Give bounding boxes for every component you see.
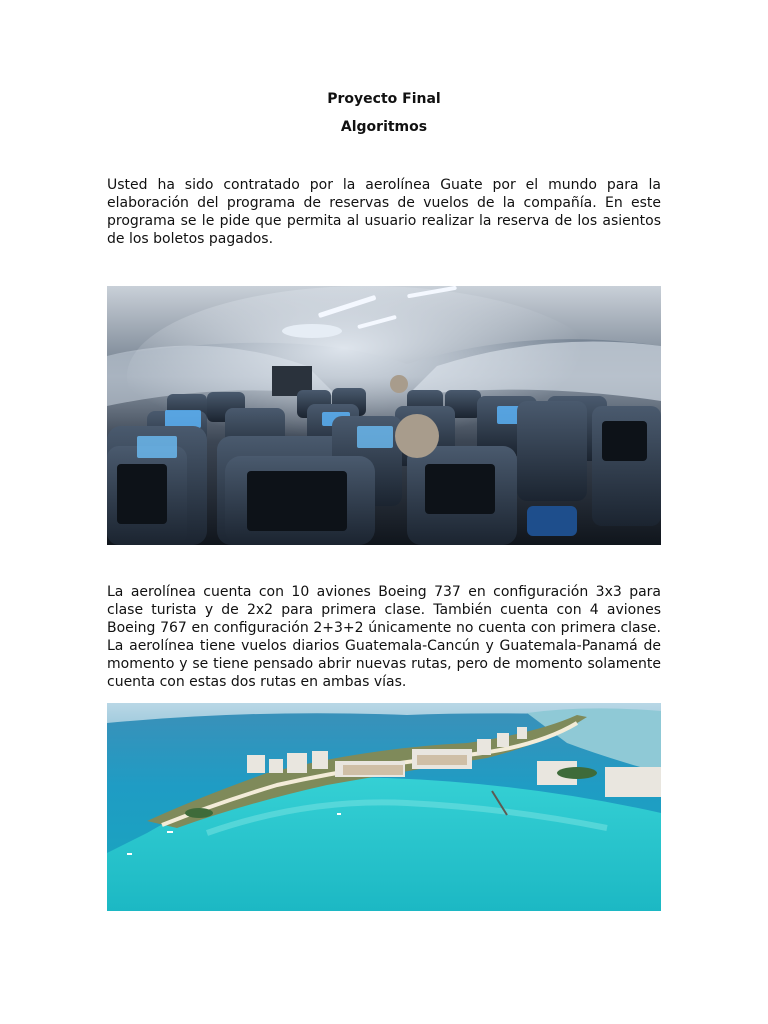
cancun-aerial-photo [107, 703, 661, 911]
document-subtitle: Algoritmos [340, 119, 428, 135]
aircraft-cabin-photo [107, 286, 661, 545]
intro-paragraph: Usted ha sido contratado por la aerolínea Guate por el mundo para la elaboración del programa de reservas de vuelos de la compañía. En este programa se le pide que permita al usuario realizar la reserva de los asientos de los boletos pagados. [107, 177, 661, 247]
document-title: Proyecto Final [327, 91, 441, 107]
fleet-paragraph: La aerolínea cuenta con 10 aviones Boeing 737 en configuración 3x3 para clase turista y de 2x2 para primera clase. También cuenta con 4 aviones Boeing 767 en configuración 2+3+2 únicamente no cuenta con primera clase. La aerolínea tiene vuelos diarios Guatemala-Cancún y Guatemala-Panamá de momento y se tiene pensado abrir nuevas rutas, pero de momento solamente cuenta con estas dos rutas en ambas vías. [107, 584, 661, 690]
